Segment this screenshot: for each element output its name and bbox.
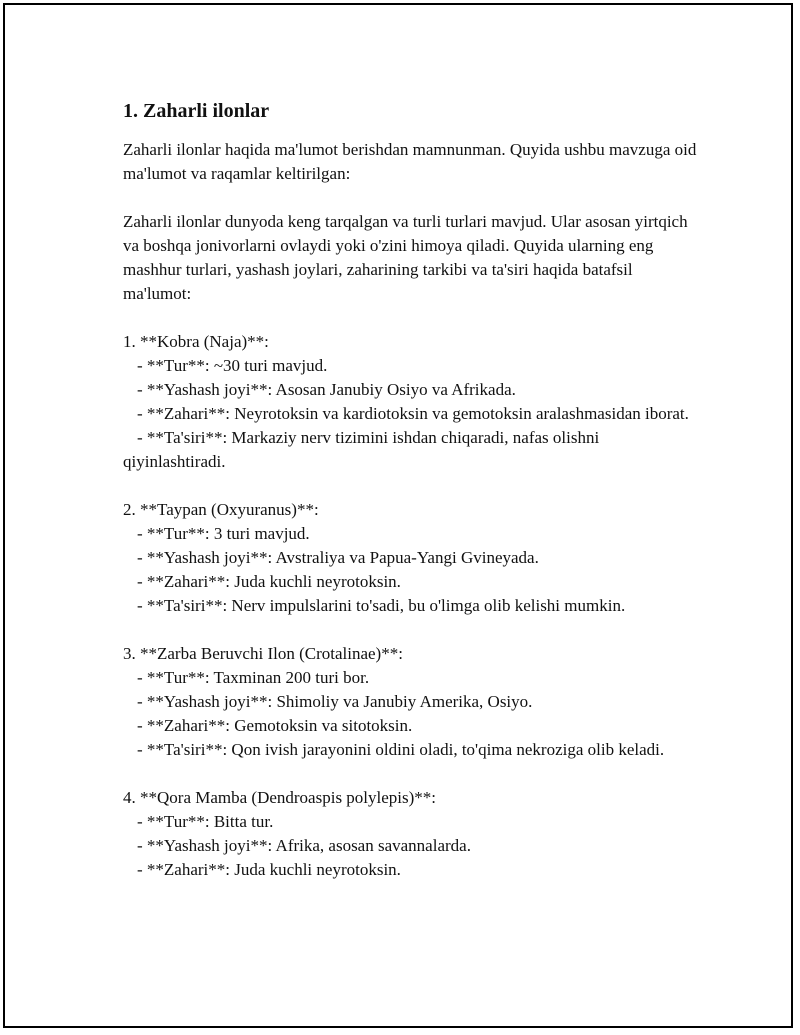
document-title: 1. Zaharli ilonlar <box>123 100 270 122</box>
snake-section-taypan <box>123 498 703 618</box>
list-item: - **Tur**: ~30 turi mavjud. <box>137 356 328 375</box>
list-item: - **Tur**: Taxminan 200 turi bor. <box>137 668 370 687</box>
document-body <box>123 97 703 882</box>
document-page <box>3 3 793 1028</box>
list-item: - **Yashash joyi**: Avstraliya va Papua-Yangi Gvineyada. <box>137 548 539 567</box>
list-item: - **Ta'siri**: Qon ivish jarayonini oldini oladi, to'qima nekroziga olib keladi. <box>137 740 665 759</box>
intro-paragraph: Zaharli ilonlar haqida ma'lumot berishdan mamnunman. Quyida ushbu mavzuga oid ma'lumot va raqamlar keltirilgan: <box>123 140 697 183</box>
list-item: - **Zahari**: Juda kuchli neyrotoksin. <box>137 572 401 591</box>
list-item: - **Tur**: Bitta tur. <box>137 812 274 831</box>
snake-section-kobra <box>123 330 703 474</box>
list-item: - **Yashash joyi**: Shimoliy va Janubiy Amerika, Osiyo. <box>137 692 533 711</box>
section-title: 1. **Kobra (Naja)**: <box>123 332 269 351</box>
section-title: 3. **Zarba Beruvchi Ilon (Crotalinae)**: <box>123 644 403 663</box>
snake-section-zarba <box>123 642 703 762</box>
list-item: - **Zahari**: Neyrotoksin va kardiotoksin va gemotoksin aralashmasidan iborat. <box>137 404 689 423</box>
overview-paragraph: Zaharli ilonlar dunyoda keng tarqalgan va turli turlari mavjud. Ular asosan yirtqich va boshqa jonivorlarni ovlaydi yoki o'zini himoya qiladi. Quyida ularning eng mashhur turlari, yashash joylari, zaharining tarkibi va ta'siri haqida batafsil ma'lumot: <box>123 212 688 303</box>
list-item: - **Tur**: 3 turi mavjud. <box>137 524 310 543</box>
list-item: - **Yashash joyi**: Afrika, asosan savannalarda. <box>137 836 471 855</box>
list-item: - **Zahari**: Gemotoksin va sitotoksin. <box>137 716 413 735</box>
list-item: - **Zahari**: Juda kuchli neyrotoksin. <box>137 860 401 879</box>
section-title: 4. **Qora Mamba (Dendroaspis polylepis)**: <box>123 788 437 807</box>
snake-section-mamba <box>123 786 703 882</box>
list-item: - **Yashash joyi**: Asosan Janubiy Osiyo va Afrikada. <box>137 380 516 399</box>
list-item: - **Ta'siri**: Nerv impulslarini to'sadi, bu o'limga olib kelishi mumkin. <box>137 596 626 615</box>
section-title: 2. **Taypan (Oxyuranus)**: <box>123 500 319 519</box>
list-item: - **Ta'siri**: Markaziy nerv tizimini ishdan chiqaradi, nafas olishni qiyinlashtiradi. <box>123 428 600 471</box>
